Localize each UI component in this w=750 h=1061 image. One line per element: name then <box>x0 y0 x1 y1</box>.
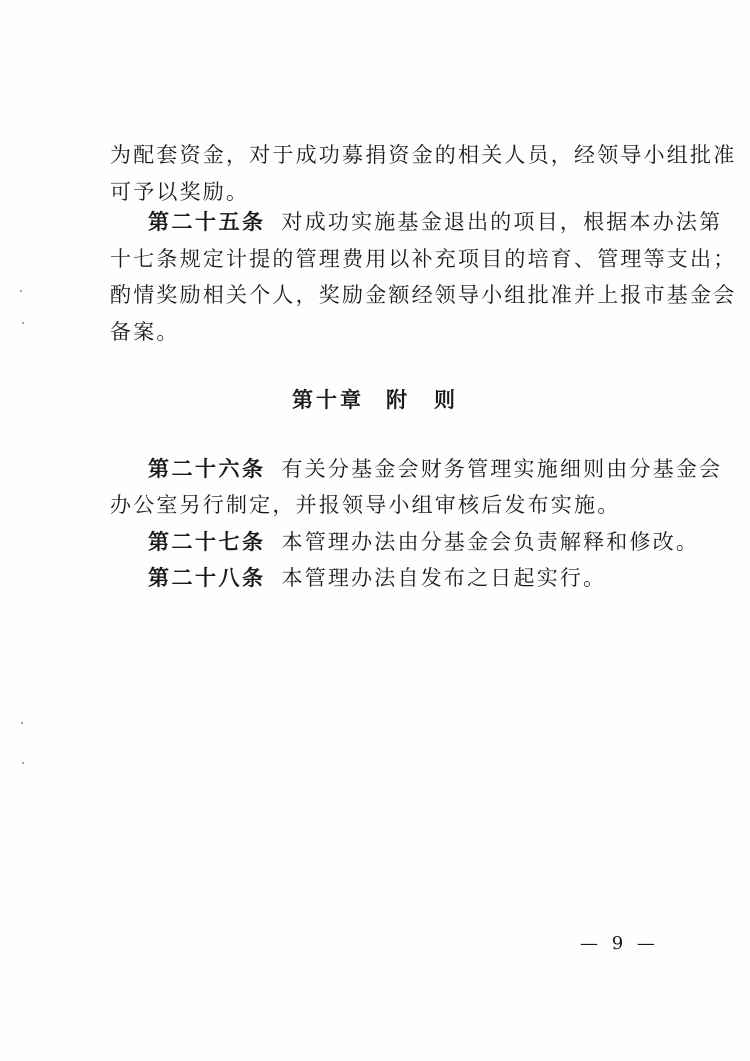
chapter-title: 附 则 <box>386 387 458 412</box>
continuation-line-1: 为配套资金，对于成功募捐资金的相关人员，经领导小组批准 <box>110 143 737 167</box>
paragraph-line <box>110 280 736 310</box>
article-26-text: 有关分基金会财务管理实施细则由分基金会 <box>281 457 723 481</box>
paragraph-line <box>110 490 620 520</box>
article-25-first-line <box>148 207 722 237</box>
chapter-heading <box>0 385 750 415</box>
article-28-text: 本管理办法自发布之日起实行。 <box>281 566 607 590</box>
article-26-number: 第二十六条 <box>148 456 266 481</box>
page-number: — 9 — <box>580 933 659 954</box>
article-28-number: 第二十八条 <box>148 565 266 590</box>
article-26-line-2: 办公室另行制定，并报领导小组审核后发布实施。 <box>110 493 621 517</box>
continuation-line-2: 可予以奖励。 <box>110 180 250 204</box>
scan-speck <box>22 762 24 764</box>
article-28-line <box>148 563 606 593</box>
article-27-text: 本管理办法由分基金会负责解释和修改。 <box>281 530 700 554</box>
chapter-number: 第十章 <box>292 387 364 412</box>
paragraph-line <box>110 140 736 170</box>
article-25-line-2: 十七条规定计提的管理费用以补充项目的培育、管理等支出； <box>110 247 737 271</box>
article-25-line-4: 备案。 <box>110 320 180 344</box>
article-25-number: 第二十五条 <box>148 209 266 234</box>
article-27-number: 第二十七条 <box>148 529 266 554</box>
paragraph-line <box>110 244 736 274</box>
article-26-first-line <box>148 454 722 484</box>
paragraph-line <box>110 317 180 347</box>
article-25-text: 对成功实施基金退出的项目，根据本办法第 <box>281 210 723 234</box>
scan-speck <box>20 290 22 292</box>
article-25-line-3: 酌情奖励相关个人，奖励金额经领导小组批准并上报市基金会 <box>110 283 737 307</box>
article-27-line <box>148 527 699 557</box>
paragraph-line <box>110 177 249 207</box>
scan-speck <box>21 722 23 724</box>
scan-speck <box>22 322 24 324</box>
